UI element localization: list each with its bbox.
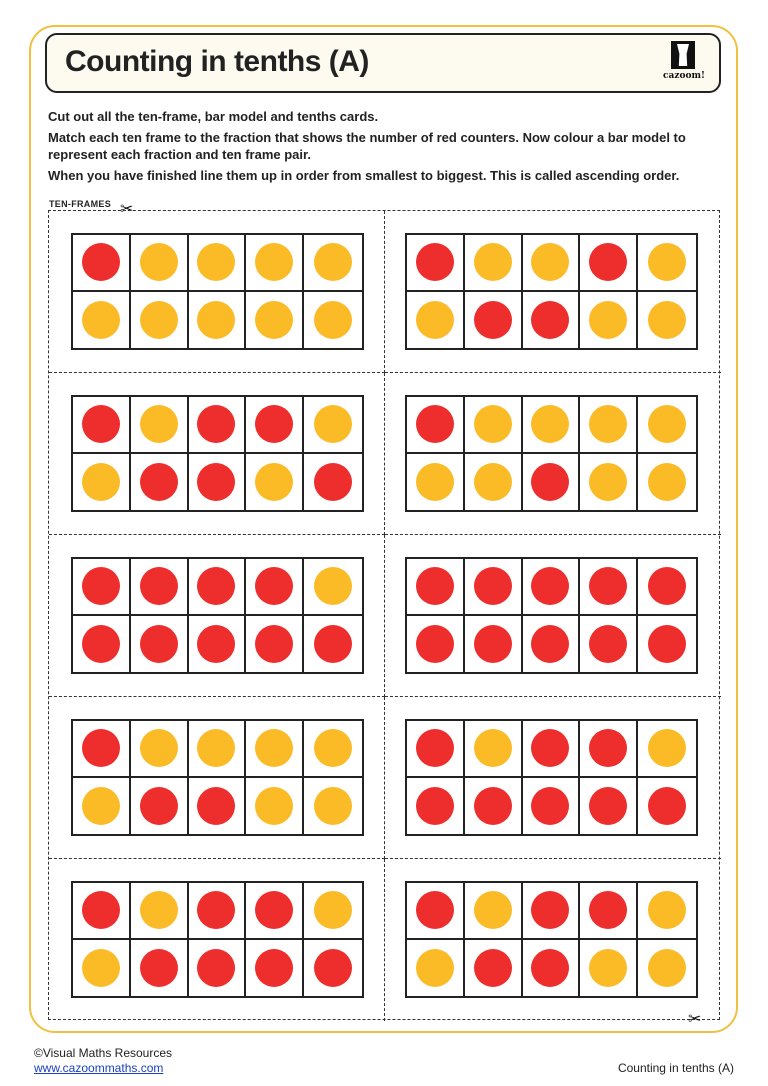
ten-frame-cell — [407, 778, 465, 835]
yellow-counter — [416, 301, 454, 339]
ten-frame-cell — [407, 292, 465, 349]
red-counter — [531, 787, 569, 825]
red-counter — [416, 243, 454, 281]
ten-frame-cell — [304, 397, 362, 454]
ten-frame-cell — [465, 778, 523, 835]
yellow-counter — [648, 891, 686, 929]
ten-frame-cell — [580, 778, 638, 835]
ten-frame-cell — [304, 454, 362, 511]
ten-frame-cell — [407, 721, 465, 778]
yellow-counter — [140, 729, 178, 767]
yellow-counter — [531, 243, 569, 281]
ten-frame-cell — [638, 559, 696, 616]
ten-frame-card — [385, 211, 721, 373]
yellow-counter — [648, 729, 686, 767]
ten-frame-cell — [465, 292, 523, 349]
red-counter — [197, 891, 235, 929]
yellow-counter — [255, 243, 293, 281]
ten-frame-cell — [638, 235, 696, 292]
ten-frame-cell — [304, 559, 362, 616]
yellow-counter — [140, 301, 178, 339]
ten-frame-cell — [246, 454, 304, 511]
red-counter — [474, 567, 512, 605]
ten-frame-card — [49, 697, 385, 859]
ten-frame-cell — [131, 883, 189, 940]
ten-frame-cell — [465, 940, 523, 997]
ten-frame-cell — [304, 940, 362, 997]
ten-frame-cell — [523, 616, 581, 673]
yellow-counter — [648, 949, 686, 987]
yellow-counter — [314, 301, 352, 339]
ten-frame-cell — [246, 721, 304, 778]
yellow-counter — [140, 891, 178, 929]
ten-frame-cell — [407, 883, 465, 940]
ten-frame-cell — [131, 721, 189, 778]
ten-frame-cell — [73, 559, 131, 616]
ten-frame-cell — [73, 235, 131, 292]
ten-frame-cell — [523, 721, 581, 778]
ten-frame-cell — [580, 292, 638, 349]
ten-frame — [405, 395, 698, 512]
logo-glass-icon — [671, 41, 695, 69]
instruction-3: When you have finished line them up in order from smallest to biggest. This is called ascending order. — [48, 168, 680, 183]
red-counter — [531, 949, 569, 987]
ten-frame-cell — [131, 454, 189, 511]
ten-frame-cell — [73, 721, 131, 778]
ten-frame — [71, 395, 364, 512]
page-title: Counting in tenths (A) — [65, 45, 369, 78]
yellow-counter — [589, 405, 627, 443]
red-counter — [314, 949, 352, 987]
yellow-counter — [589, 949, 627, 987]
ten-frame — [405, 881, 698, 998]
ten-frame-cell — [246, 883, 304, 940]
yellow-counter — [474, 463, 512, 501]
yellow-counter — [255, 463, 293, 501]
ten-frame-cell — [246, 940, 304, 997]
red-counter — [589, 243, 627, 281]
ten-frame-cell — [465, 721, 523, 778]
yellow-counter — [416, 463, 454, 501]
red-counter — [140, 567, 178, 605]
ten-frame-cell — [580, 616, 638, 673]
ten-frame-cell — [407, 454, 465, 511]
ten-frame-cell — [189, 883, 247, 940]
yellow-counter — [648, 405, 686, 443]
ten-frame-cell — [638, 721, 696, 778]
ten-frame-card — [49, 859, 385, 1021]
red-counter — [474, 949, 512, 987]
red-counter — [589, 891, 627, 929]
ten-frame-cell — [246, 292, 304, 349]
ten-frame — [71, 557, 364, 674]
red-counter — [589, 729, 627, 767]
ten-frame-cell — [131, 292, 189, 349]
red-counter — [82, 243, 120, 281]
red-counter — [140, 787, 178, 825]
red-counter — [82, 891, 120, 929]
red-counter — [531, 567, 569, 605]
ten-frame-cell — [523, 778, 581, 835]
ten-frame-cell — [189, 235, 247, 292]
ten-frame-cell — [638, 883, 696, 940]
red-counter — [82, 625, 120, 663]
yellow-counter — [314, 567, 352, 605]
ten-frame-cell — [580, 454, 638, 511]
instruction-2: Match each ten frame to the fraction that shows the number of red counters. Now colour a bar model to represent each fraction and ten frame pair. — [48, 130, 686, 162]
ten-frame-cell — [304, 292, 362, 349]
cazoom-logo — [659, 41, 709, 87]
red-counter — [82, 567, 120, 605]
yellow-counter — [82, 949, 120, 987]
yellow-counter — [197, 301, 235, 339]
red-counter — [197, 405, 235, 443]
red-counter — [197, 787, 235, 825]
ten-frame-cell — [407, 616, 465, 673]
ten-frame-cell — [638, 292, 696, 349]
ten-frame-card — [385, 373, 721, 535]
ten-frame-cell — [407, 397, 465, 454]
red-counter — [648, 567, 686, 605]
ten-frame-cell — [407, 940, 465, 997]
ten-frame — [405, 233, 698, 350]
red-counter — [531, 625, 569, 663]
ten-frame-cell — [189, 940, 247, 997]
yellow-counter — [314, 243, 352, 281]
ten-frame-cell — [580, 940, 638, 997]
ten-frame-cell — [246, 235, 304, 292]
red-counter — [416, 405, 454, 443]
red-counter — [474, 625, 512, 663]
scissors-icon: ✂ — [120, 201, 134, 218]
ten-frame-cell — [189, 721, 247, 778]
red-counter — [197, 949, 235, 987]
ten-frame-cell — [131, 616, 189, 673]
website-link[interactable]: www.cazoommaths.com — [34, 1061, 164, 1075]
yellow-counter — [197, 729, 235, 767]
ten-frame-cell — [304, 778, 362, 835]
red-counter — [82, 729, 120, 767]
ten-frame-cell — [638, 454, 696, 511]
ten-frame-cell — [73, 397, 131, 454]
ten-frame-cell — [304, 616, 362, 673]
ten-frame-cell — [73, 940, 131, 997]
red-counter — [531, 891, 569, 929]
red-counter — [255, 891, 293, 929]
red-counter — [416, 567, 454, 605]
ten-frame-cell — [189, 454, 247, 511]
ten-frame-cell — [407, 559, 465, 616]
instruction-1: Cut out all the ten-frame, bar model and tenths cards. — [48, 109, 379, 124]
ten-frame-cell — [304, 883, 362, 940]
ten-frame-cell — [407, 235, 465, 292]
red-counter — [140, 625, 178, 663]
scissors-icon: ✂ — [688, 1011, 702, 1028]
ten-frame-cell — [465, 235, 523, 292]
yellow-counter — [140, 243, 178, 281]
ten-frame — [405, 557, 698, 674]
ten-frame-cell — [465, 559, 523, 616]
ten-frame — [71, 233, 364, 350]
ten-frame-cell — [638, 940, 696, 997]
ten-frame-cell — [523, 559, 581, 616]
ten-frame-cell — [580, 235, 638, 292]
ten-frame-cell — [189, 778, 247, 835]
ten-frame-card — [49, 211, 385, 373]
yellow-counter — [140, 405, 178, 443]
ten-frame-cell — [189, 292, 247, 349]
yellow-counter — [648, 301, 686, 339]
red-counter — [416, 625, 454, 663]
ten-frame-cell — [73, 778, 131, 835]
ten-frame-cell — [638, 778, 696, 835]
red-counter — [648, 625, 686, 663]
ten-frame-cell — [580, 397, 638, 454]
yellow-counter — [82, 463, 120, 501]
yellow-counter — [531, 405, 569, 443]
red-counter — [416, 729, 454, 767]
ten-frame-cell — [131, 397, 189, 454]
yellow-counter — [474, 729, 512, 767]
ten-frame-cards — [48, 210, 720, 1020]
ten-frame-cell — [465, 883, 523, 940]
yellow-counter — [474, 891, 512, 929]
ten-frame-cell — [73, 616, 131, 673]
yellow-counter — [82, 301, 120, 339]
red-counter — [140, 463, 178, 501]
ten-frame-cell — [131, 940, 189, 997]
ten-frame-cell — [465, 454, 523, 511]
red-counter — [589, 567, 627, 605]
yellow-counter — [648, 243, 686, 281]
section-label: TEN-FRAMES — [49, 199, 111, 209]
red-counter — [416, 891, 454, 929]
ten-frame-card — [385, 535, 721, 697]
ten-frame-cell — [638, 397, 696, 454]
red-counter — [255, 405, 293, 443]
red-counter — [255, 949, 293, 987]
yellow-counter — [589, 463, 627, 501]
red-counter — [531, 463, 569, 501]
ten-frame-cell — [523, 454, 581, 511]
red-counter — [140, 949, 178, 987]
red-counter — [648, 787, 686, 825]
red-counter — [197, 625, 235, 663]
red-counter — [314, 625, 352, 663]
footer-left — [34, 1046, 172, 1076]
yellow-counter — [589, 301, 627, 339]
ten-frame-cell — [246, 397, 304, 454]
red-counter — [416, 787, 454, 825]
yellow-counter — [314, 787, 352, 825]
yellow-counter — [255, 301, 293, 339]
ten-frame-cell — [246, 616, 304, 673]
ten-frame-cell — [465, 616, 523, 673]
footer-title: Counting in tenths (A) — [617, 1061, 734, 1075]
yellow-counter — [314, 729, 352, 767]
ten-frame — [71, 881, 364, 998]
ten-frame-card — [385, 859, 721, 1021]
red-counter — [255, 625, 293, 663]
red-counter — [589, 787, 627, 825]
ten-frame-cell — [638, 616, 696, 673]
ten-frame-cell — [523, 883, 581, 940]
ten-frame-cell — [523, 397, 581, 454]
yellow-counter — [255, 787, 293, 825]
red-counter — [589, 625, 627, 663]
logo-text: cazoom! — [663, 71, 705, 81]
red-counter — [197, 567, 235, 605]
ten-frame-card — [49, 373, 385, 535]
copyright: ©Visual Maths Resources — [34, 1046, 173, 1060]
yellow-counter — [197, 243, 235, 281]
yellow-counter — [314, 405, 352, 443]
ten-frame-cell — [189, 397, 247, 454]
red-counter — [197, 463, 235, 501]
ten-frame-cell — [189, 616, 247, 673]
ten-frame-cell — [304, 721, 362, 778]
red-counter — [255, 567, 293, 605]
ten-frame-cell — [246, 778, 304, 835]
ten-frame-cell — [73, 883, 131, 940]
yellow-counter — [474, 243, 512, 281]
yellow-counter — [474, 405, 512, 443]
yellow-counter — [82, 787, 120, 825]
ten-frame-card — [49, 535, 385, 697]
ten-frame-cell — [73, 292, 131, 349]
ten-frame-cell — [523, 940, 581, 997]
ten-frame-cell — [523, 235, 581, 292]
yellow-counter — [314, 891, 352, 929]
red-counter — [314, 463, 352, 501]
red-counter — [531, 729, 569, 767]
ten-frame-cell — [580, 721, 638, 778]
ten-frame-cell — [131, 559, 189, 616]
ten-frame-cell — [189, 559, 247, 616]
red-counter — [82, 405, 120, 443]
red-counter — [474, 787, 512, 825]
title-banner — [45, 33, 721, 93]
ten-frame — [405, 719, 698, 836]
ten-frame-cell — [580, 883, 638, 940]
yellow-counter — [416, 949, 454, 987]
ten-frame-cell — [523, 292, 581, 349]
ten-frame-cell — [304, 235, 362, 292]
ten-frame-cell — [465, 397, 523, 454]
ten-frame-card — [385, 697, 721, 859]
yellow-counter — [255, 729, 293, 767]
ten-frame — [71, 719, 364, 836]
ten-frame-cell — [131, 778, 189, 835]
yellow-counter — [648, 463, 686, 501]
ten-frame-cell — [73, 454, 131, 511]
ten-frame-cell — [246, 559, 304, 616]
red-counter — [474, 301, 512, 339]
red-counter — [531, 301, 569, 339]
ten-frame-cell — [131, 235, 189, 292]
ten-frame-cell — [580, 559, 638, 616]
